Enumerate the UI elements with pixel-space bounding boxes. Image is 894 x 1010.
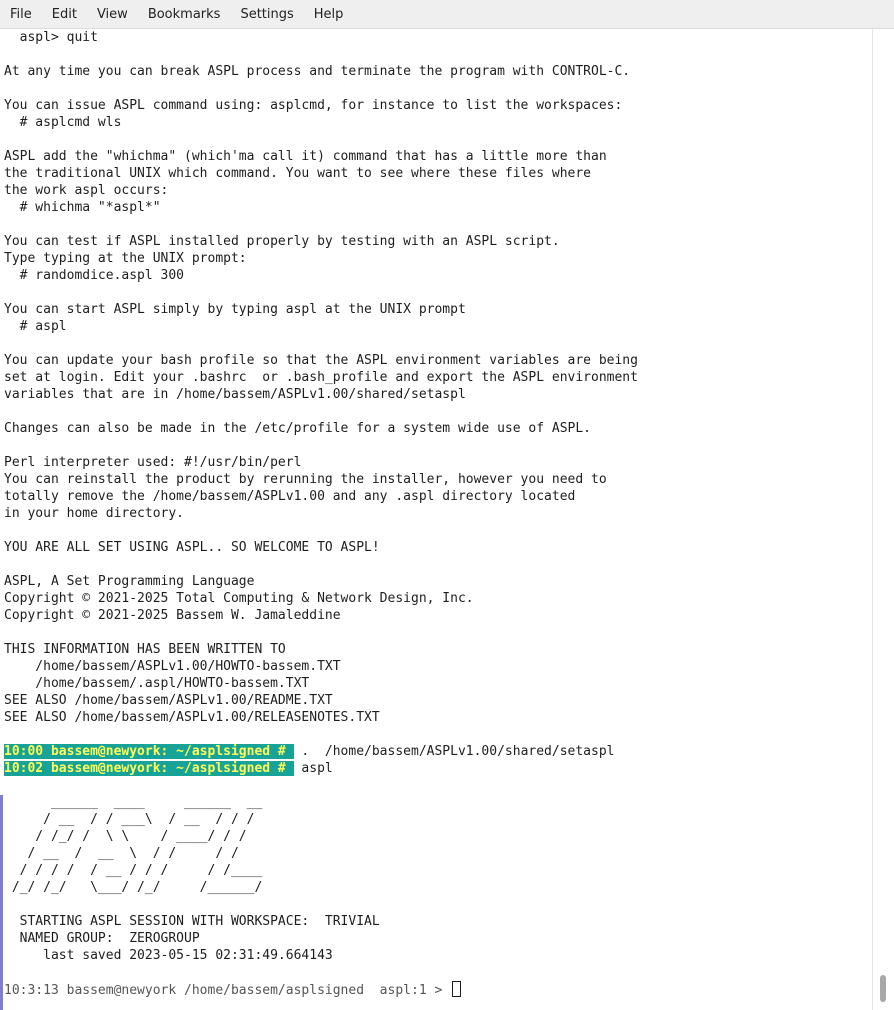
terminal-line: / /_/ / \ \ / ____/ / / — [4, 829, 247, 844]
terminal-line — [4, 46, 638, 63]
terminal-line — [4, 403, 638, 420]
menu-bar — [0, 0, 894, 29]
terminal-line: variables that are in /home/bassem/ASPLv1.00/shared/setaspl — [4, 387, 466, 402]
terminal-line: THIS INFORMATION HAS BEEN WRITTEN TO — [4, 642, 286, 657]
terminal-line: You can update your bash profile so that the ASPL environment variables are being — [4, 353, 638, 368]
terminal-line: aspl> quit — [4, 30, 98, 45]
terminal-line: last saved 2023-05-15 02:31:49.664143 — [4, 948, 333, 963]
terminal-line: STARTING ASPL SESSION WITH WORKSPACE: TRIVIAL — [4, 914, 380, 929]
terminal-line: /home/bassem/.aspl/HOWTO-bassem.TXT — [4, 676, 310, 691]
terminal-line — [4, 896, 638, 913]
terminal-line — [4, 777, 638, 794]
terminal-line: NAMED GROUP: ZEROGROUP — [4, 931, 200, 946]
terminal-line: ASPL, A Set Programming Language — [4, 574, 255, 589]
terminal-line: You can test if ASPL installed properly by testing with an ASPL script. — [4, 234, 560, 249]
shell-prompt-line — [4, 743, 638, 760]
session-marker-bar — [0, 795, 3, 1010]
terminal-line — [4, 131, 638, 148]
terminal-line — [4, 624, 638, 641]
terminal-line: the work aspl occurs: — [4, 183, 169, 198]
scrollbar-thumb[interactable] — [880, 975, 886, 1002]
terminal-line — [4, 964, 638, 981]
menu-help[interactable]: Help — [313, 6, 344, 22]
terminal-line: You can reinstall the product by rerunning the installer, however you need to — [4, 472, 607, 487]
terminal-line — [4, 80, 638, 97]
terminal-line: the traditional UNIX which command. You want to see where these files where — [4, 166, 591, 181]
shell-command: aspl — [293, 761, 333, 776]
terminal-line: /_/ /_/ \___/ /_/ /______/ — [4, 880, 263, 895]
text-cursor[interactable] — [452, 981, 461, 997]
terminal-line: set at login. Edit your .bashrc or .bash_profile and export the ASPL environment — [4, 370, 638, 385]
menu-file[interactable]: File — [10, 6, 32, 22]
terminal-line: YOU ARE ALL SET USING ASPL.. SO WELCOME TO ASPL! — [4, 540, 380, 555]
terminal-line: Copyright © 2021-2025 Bassem W. Jamaleddine — [4, 608, 341, 623]
aspl-prompt: 10:3:13 bassem@newyork /home/bassem/asplsigned aspl:1 > — [4, 983, 451, 998]
terminal-line: Changes can also be made in the /etc/profile for a system wide use of ASPL. — [4, 421, 591, 436]
terminal-output[interactable] — [0, 29, 873, 1010]
terminal-line — [4, 284, 638, 301]
terminal-line: ______ ____ ______ __ — [4, 795, 263, 810]
terminal-line: # aspl — [4, 319, 67, 334]
menu-edit[interactable]: Edit — [51, 6, 77, 22]
terminal-line: You can issue ASPL command using: asplcmd, for instance to list the workspaces: — [4, 98, 623, 113]
menu-view[interactable]: View — [96, 6, 128, 22]
terminal-line: /home/bassem/ASPLv1.00/HOWTO-bassem.TXT — [4, 659, 341, 674]
terminal-line: SEE ALSO /home/bassem/ASPLv1.00/README.TXT — [4, 693, 333, 708]
terminal-line: You can start ASPL simply by typing aspl at the UNIX prompt — [4, 302, 466, 317]
terminal-line: / / / / / __ / / / / /____ — [4, 863, 263, 878]
terminal-line: totally remove the /home/bassem/ASPLv1.00 and any .aspl directory located — [4, 489, 576, 504]
terminal-lines — [4, 29, 638, 998]
shell-prompt-line — [4, 760, 638, 777]
terminal-line: Copyright © 2021-2025 Total Computing & Network Design, Inc. — [4, 591, 474, 606]
terminal-line: Type typing at the UNIX prompt: — [4, 251, 247, 266]
terminal-line — [4, 335, 638, 352]
terminal-line — [4, 522, 638, 539]
shell-prompt: 10:02 bassem@newyork: ~/asplsigned # — [4, 761, 294, 776]
terminal-line — [4, 556, 638, 573]
terminal-line: # asplcmd wls — [4, 115, 122, 130]
terminal-line — [4, 726, 638, 743]
terminal-line: in your home directory. — [4, 506, 185, 521]
vertical-scrollbar[interactable] — [873, 29, 894, 1010]
shell-prompt: 10:00 bassem@newyork: ~/asplsigned # — [4, 744, 294, 759]
shell-command: . /home/bassem/ASPLv1.00/shared/setaspl — [293, 744, 615, 759]
terminal-line — [4, 437, 638, 454]
terminal-line: ASPL add the "whichma" (which'ma call it) command that has a little more than — [4, 149, 607, 164]
aspl-prompt-line[interactable] — [4, 981, 638, 998]
menu-bookmarks[interactable]: Bookmarks — [147, 6, 221, 22]
terminal-line: Perl interpreter used: #!/usr/bin/perl — [4, 455, 302, 470]
terminal-line: / __ / / ___\ / __ / / / — [4, 812, 255, 827]
terminal-line — [4, 216, 638, 233]
terminal-line: # randomdice.aspl 300 — [4, 268, 185, 283]
terminal-line: / __ / __ \ / / / / — [4, 846, 239, 861]
menu-settings[interactable]: Settings — [240, 6, 294, 22]
terminal-line: # whichma "*aspl*" — [4, 200, 161, 215]
terminal-line: At any time you can break ASPL process and terminate the program with CONTROL-C. — [4, 64, 631, 79]
terminal-line: SEE ALSO /home/bassem/ASPLv1.00/RELEASENOTES.TXT — [4, 710, 380, 725]
